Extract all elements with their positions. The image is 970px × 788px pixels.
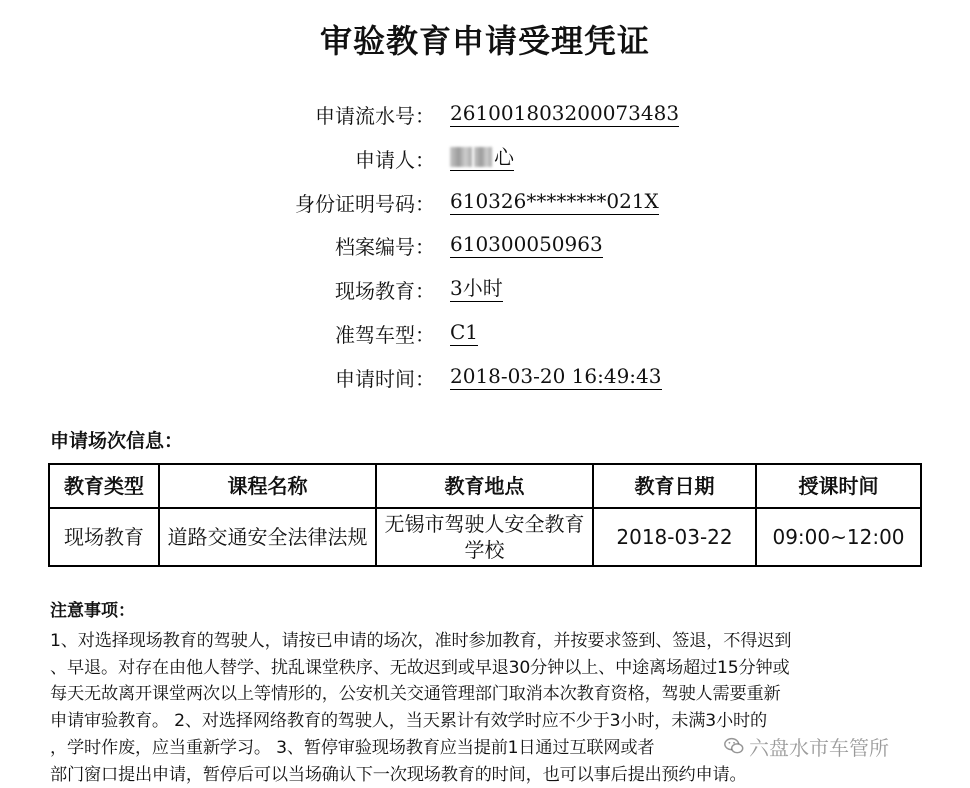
- document-title: 审验教育申请受理凭证: [319, 22, 650, 60]
- field-value: 261001803200073483: [450, 101, 680, 125]
- field-value: 3小时: [450, 276, 503, 301]
- watermark-text: 六盘水市车管所: [749, 735, 889, 760]
- field-label: 身份证明号码：: [295, 191, 435, 216]
- table-cell: 09:00~12:00: [756, 508, 921, 566]
- field-label: 准驾车型：: [335, 322, 435, 347]
- table-header-cell: 教育地点: [376, 464, 593, 508]
- field-value: 2018-03-20 16:49:43: [450, 363, 662, 388]
- field-value-applicant: [450, 144, 514, 171]
- field-row-file-number: [0, 227, 970, 271]
- table-header-cell: 教育日期: [593, 464, 756, 508]
- table-cell: 2018-03-22: [593, 508, 756, 566]
- table-cell: 现场教育: [49, 508, 159, 566]
- wechat-icon: [723, 735, 745, 757]
- redacted-name-blur: [474, 147, 492, 167]
- notes-body: 1、对选择现场教育的驾驶人，请按已申请的场次，准时参加教育，并按要求签到、签退，不得迟到 、早退。对存在由他人替学、扰乱课堂秩序、无故迟到或早退30分钟以上、中途离场超过15分钟或 每天无故离开课堂两次以上等情形的，公安机关交通管理部门取消本次教育资格，驾驶人需要重新 申请审验教育。 2、对选择网络教育的驾驶人，当天累计有效学时应不少于3小时，未满3小时的 ，学时作废，应当重新学习。 3、暂停审验现场教育应当提前1日通过互联网或者 部门窗口提出申请，暂停后可以当场确认下一次现场教育的时间，也可以事后提出预约申请。: [50, 631, 792, 785]
- table-header-cell: 课程名称: [159, 464, 376, 508]
- field-row-apply-time: [0, 359, 970, 403]
- watermark: [723, 729, 889, 763]
- table-cell: 道路交通安全法律法规: [159, 508, 376, 566]
- field-row-id-number: [0, 184, 970, 228]
- field-label: 档案编号：: [335, 235, 435, 260]
- table-header-cell: 授课时间: [756, 464, 921, 508]
- field-row-onsite-education: [0, 271, 970, 315]
- table-header-cell: 教育类型: [49, 464, 159, 508]
- field-label: 申请流水号：: [315, 104, 435, 128]
- notes-title: 注意事项：: [50, 601, 135, 621]
- table-header-row: [49, 464, 921, 508]
- table-cell: 无锡市驾驶人安全教育学校: [376, 508, 593, 566]
- field-label: 申请人：: [355, 147, 435, 172]
- session-section-title: 申请场次信息：: [50, 430, 184, 452]
- applicant-fields: [0, 96, 970, 403]
- field-row-vehicle-class: [0, 315, 970, 359]
- redacted-name-blur: [450, 147, 472, 167]
- field-label: 现场教育：: [335, 279, 435, 304]
- session-table: [48, 463, 922, 567]
- field-row-serial: [0, 96, 970, 140]
- field-value: 610326********021X: [450, 188, 659, 213]
- table-row: [49, 508, 921, 566]
- field-value: 610300050963: [450, 232, 603, 257]
- field-value: C1: [450, 319, 479, 344]
- field-label: 申请时间：: [335, 366, 435, 391]
- field-row-applicant: [0, 140, 970, 184]
- applicant-name-visible: 心: [494, 144, 514, 169]
